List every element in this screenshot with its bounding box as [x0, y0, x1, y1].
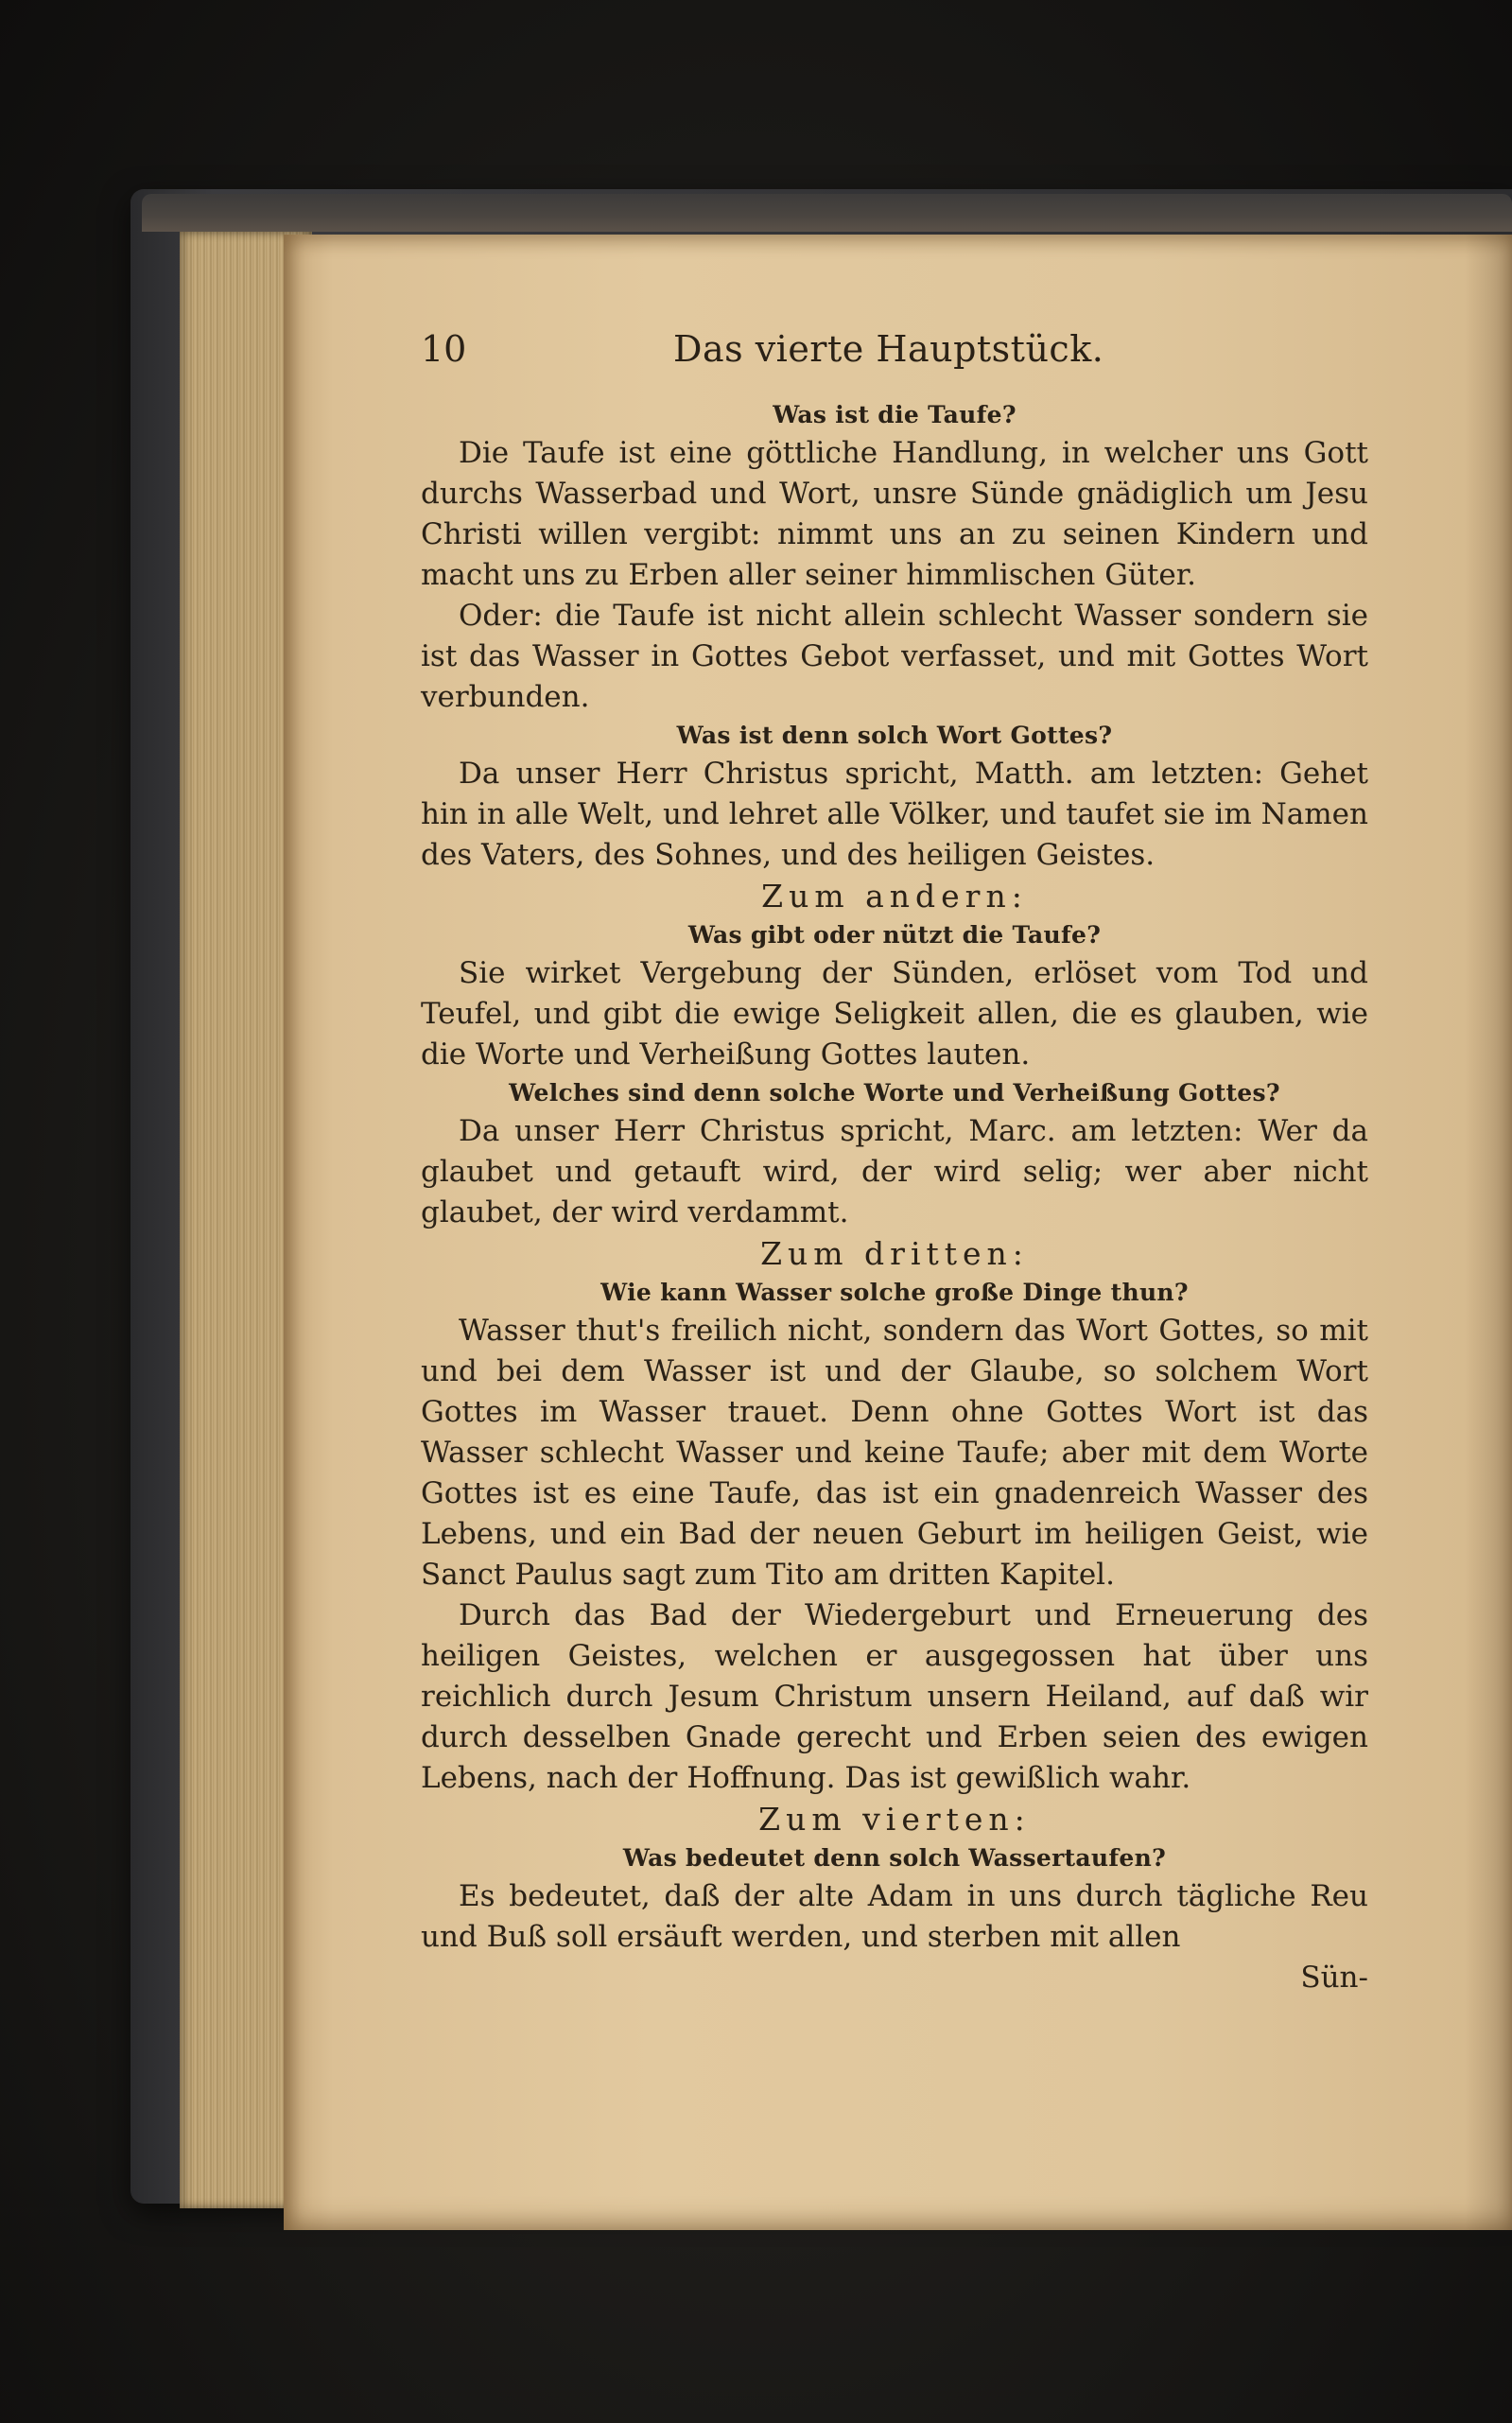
answer-paragraph: Sie wirket Vergebung der Sünden, erlöset vom Tod und Teufel, und gibt die ewige Seligkeit allen, die es glauben, wie die Worte und Verheißung Gottes lauten. — [421, 956, 1368, 1072]
question-heading: Was bedeutet denn solch Wassertaufen? — [622, 1844, 1167, 1872]
answer-paragraph: Wasser thut's freilich nicht, sondern das Wort Gottes, so mit und bei dem Wasser ist und der Glaube, so solchem Wort Gottes im Wasser trauet. Denn ohne Gottes Wort ist das Wasser schlecht Wasser und keine Taufe; aber mit dem Worte Gottes ist es eine Taufe, das ist ein gnadenreich Wasser des Lebens, und ein Bad der neuen Geburt im heiligen Geist, wie Sanct Paulus sagt zum Tito am dritten Kapitel. — [421, 1314, 1368, 1592]
question-heading: Was ist die Taufe? — [773, 401, 1017, 428]
question-heading: Welches sind denn solche Worte und Verheißung Gottes? — [509, 1079, 1280, 1107]
section-heading: Zum vierten: — [758, 1801, 1031, 1838]
answer-paragraph: Durch das Bad der Wiedergeburt und Erneuerung des heiligen Geistes, welchen er ausgegossen hat über uns reichlich durch Jesum Christum unsern Heiland, auf daß wir durch desselben Gnade gerecht und Erben seien des ewigen Lebens, nach der Hoffnung. Das ist gewißlich wahr. — [421, 1598, 1368, 1795]
section-heading: Zum andern: — [761, 878, 1028, 915]
page-number: 10 — [421, 328, 467, 370]
book-page — [284, 235, 1512, 2230]
cover-top-edge — [142, 194, 1512, 232]
page-header — [421, 329, 1368, 397]
running-head: Das vierte Hauptstück. — [673, 328, 1104, 370]
section-heading: Zum dritten: — [760, 1235, 1029, 1272]
answer-paragraph: Da unser Herr Christus spricht, Matth. am letzten: Gehet hin in alle Welt, und lehret alle Völker, und taufet sie im Namen des Vaters, des Sohnes, und des heiligen Geistes. — [421, 757, 1368, 872]
question-heading: Was gibt oder nützt die Taufe? — [687, 921, 1102, 949]
question-heading: Was ist denn solch Wort Gottes? — [676, 722, 1113, 749]
answer-paragraph: Es bedeutet, daß der alte Adam in uns durch tägliche Reu und Buß soll ersäuft werden, und sterben mit allen — [421, 1879, 1368, 1954]
catchword: Sün- — [1300, 1961, 1368, 1995]
answer-paragraph: Oder: die Taufe ist nicht allein schlecht Wasser sondern sie ist das Wasser in Gottes Gebot verfasset, und mit Gottes Wort verbunden. — [421, 599, 1368, 714]
gutter-shadow — [1465, 235, 1512, 2230]
answer-paragraph: Da unser Herr Christus spricht, Marc. am letzten: Wer da glaubet und getauft wird, der wird selig; wer aber nicht glaubet, der wird verdammt. — [421, 1114, 1368, 1229]
page-text — [421, 329, 1368, 1998]
question-heading: Wie kann Wasser solche große Dinge thun? — [600, 1279, 1189, 1306]
answer-paragraph: Die Taufe ist eine göttliche Handlung, in welcher uns Gott durchs Wasserbad und Wort, unsre Sünde gnädiglich um Jesu Christi willen vergibt: nimmt uns an zu seinen Kindern und macht uns zu Erben aller seiner himmlischen Güter. — [421, 436, 1368, 592]
